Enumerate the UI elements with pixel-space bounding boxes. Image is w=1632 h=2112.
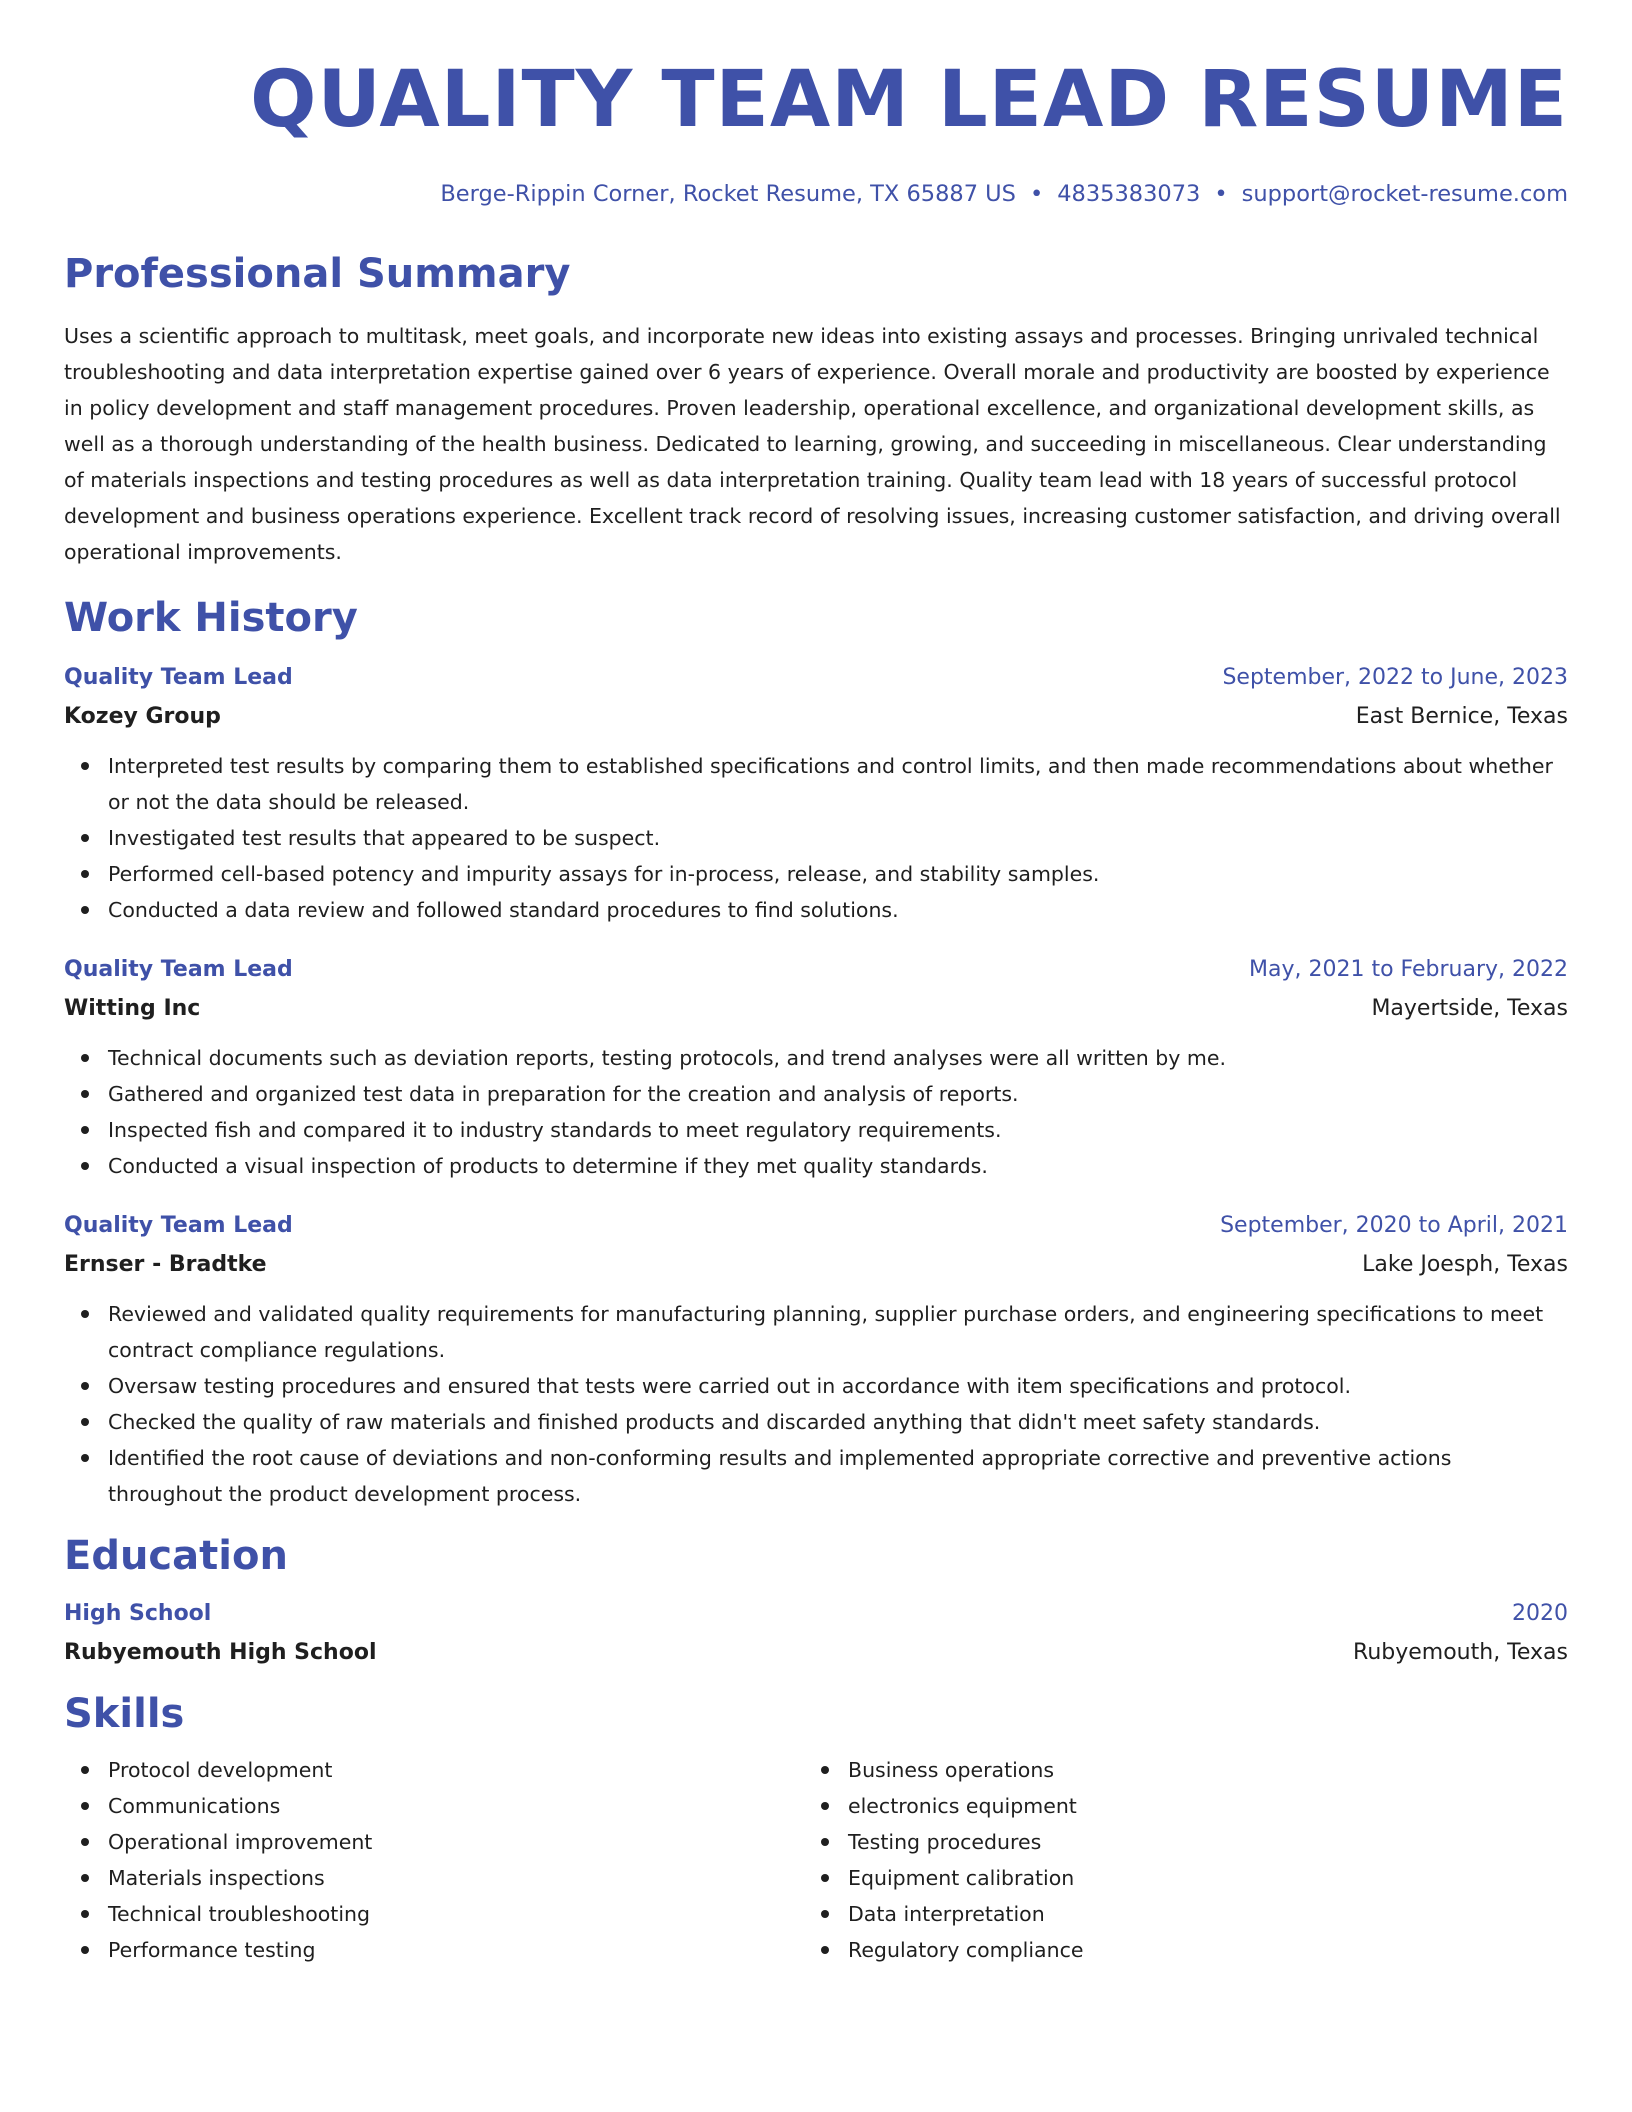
job-bullet: Identified the root cause of deviations and non-conforming results and implemented appropriate corrective and preventive actions throughout the product development process. <box>64 1440 1568 1512</box>
skill-item: Regulatory compliance <box>804 1932 1544 1968</box>
job-company: Ernser - Bradtke <box>64 1252 267 1277</box>
contact-email[interactable]: support@rocket-resume.com <box>1241 181 1568 207</box>
job-dates: September, 2022 to June, 2023 <box>1222 665 1568 690</box>
job-dates: May, 2021 to February, 2022 <box>1249 957 1568 982</box>
job-bullet: Technical documents such as deviation reports, testing protocols, and trend analyses were all written by me. <box>64 1040 1568 1076</box>
skill-item: Data interpretation <box>804 1896 1544 1932</box>
skill-item: electronics equipment <box>804 1788 1544 1824</box>
skill-item: Communications <box>64 1788 804 1824</box>
work-history-heading: Work History <box>64 595 358 641</box>
contact-address: Berge-Rippin Corner, Rocket Resume, TX 65887 US <box>440 181 1016 207</box>
job-company: Witting Inc <box>64 996 201 1021</box>
job-bullet: Performed cell-based potency and impurity assays for in-process, release, and stability samples. <box>64 856 1568 892</box>
job-bullets <box>64 1296 1568 1512</box>
job-bullet: Gathered and organized test data in preparation for the creation and analysis of reports. <box>64 1076 1568 1112</box>
job-bullet: Investigated test results that appeared to be suspect. <box>64 820 1568 856</box>
job-entry <box>64 1206 1568 1512</box>
education-entry <box>64 1594 1568 1672</box>
skills-column-left <box>64 1752 804 1968</box>
skill-item: Technical troubleshooting <box>64 1896 804 1932</box>
job-entry <box>64 658 1568 928</box>
summary-text: Uses a scientific approach to multitask, meet goals, and incorporate new ideas into existing assays and processes. Bringing unrivaled technical troubleshooting and data interpretation expertise gained over 6 years of experience. Overall morale and productivity are boosted by experience in policy development and staff management procedures. Proven leadership, operational excellence, and organizational development skills, as well as a thorough understanding of the health business. Dedicated to learning, growing, and succeeding in miscellaneous. Clear understanding of materials inspections and testing procedures as well as data interpretation training. Quality team lead with 18 years of successful protocol development and business operations experience. Excellent track record of resolving issues, increasing customer satisfaction, and driving overall operational improvements. <box>64 324 1561 564</box>
job-company: Kozey Group <box>64 704 221 729</box>
skills-heading: Skills <box>64 1691 185 1737</box>
skills-column-right <box>804 1752 1544 1968</box>
resume-title: QUALITY TEAM LEAD RESUME <box>250 55 1568 145</box>
education-header-row <box>64 1594 1568 1634</box>
job-bullet: Checked the quality of raw materials and finished products and discarded anything that didn't meet safety standards. <box>64 1404 1568 1440</box>
contact-line <box>64 178 1568 210</box>
job-title: Quality Team Lead <box>64 957 293 982</box>
job-company-row <box>64 990 1568 1028</box>
job-location: Mayertside, Texas <box>1371 996 1568 1021</box>
education-heading: Education <box>64 1533 288 1579</box>
job-bullet: Inspected fish and compared it to industry standards to meet regulatory requirements. <box>64 1112 1568 1148</box>
job-header-row <box>64 1206 1568 1246</box>
job-bullet: Reviewed and validated quality requirements for manufacturing planning, supplier purchase orders, and engineering specifications to meet contract compliance regulations. <box>64 1296 1568 1368</box>
job-bullet: Conducted a data review and followed standard procedures to find solutions. <box>64 892 1568 928</box>
skill-item: Performance testing <box>64 1932 804 1968</box>
job-bullets <box>64 748 1568 928</box>
job-company-row <box>64 698 1568 736</box>
job-bullet: Interpreted test results by comparing them to established specifications and control limits, and then made recommendations about whether or not the data should be released. <box>64 748 1568 820</box>
skills-grid <box>64 1752 1568 1968</box>
skill-item: Operational improvement <box>64 1824 804 1860</box>
contact-phone: 4835383073 <box>1057 181 1201 207</box>
job-location: Lake Joesph, Texas <box>1362 1252 1568 1277</box>
education-school: Rubyemouth High School <box>64 1640 377 1665</box>
contact-separator: • <box>1029 181 1044 207</box>
job-company-row <box>64 1246 1568 1284</box>
job-bullet: Oversaw testing procedures and ensured that tests were carried out in accordance with item specifications and protocol. <box>64 1368 1568 1404</box>
job-location: East Bernice, Texas <box>1355 704 1568 729</box>
education-degree: High School <box>64 1601 212 1626</box>
job-entry <box>64 950 1568 1184</box>
summary-heading: Professional Summary <box>64 251 571 297</box>
job-header-row <box>64 950 1568 990</box>
job-dates: September, 2020 to April, 2021 <box>1220 1213 1568 1238</box>
education-location: Rubyemouth, Texas <box>1353 1640 1568 1665</box>
education-year: 2020 <box>1512 1601 1568 1626</box>
job-bullets <box>64 1040 1568 1184</box>
job-title: Quality Team Lead <box>64 665 293 690</box>
skill-item: Testing procedures <box>804 1824 1544 1860</box>
education-school-row <box>64 1634 1568 1672</box>
skill-item: Business operations <box>804 1752 1544 1788</box>
skill-item: Materials inspections <box>64 1860 804 1896</box>
job-header-row <box>64 658 1568 698</box>
job-title: Quality Team Lead <box>64 1213 293 1238</box>
skill-item: Protocol development <box>64 1752 804 1788</box>
skill-item: Equipment calibration <box>804 1860 1544 1896</box>
job-bullet: Conducted a visual inspection of products to determine if they met quality standards. <box>64 1148 1568 1184</box>
contact-separator: • <box>1214 181 1228 207</box>
